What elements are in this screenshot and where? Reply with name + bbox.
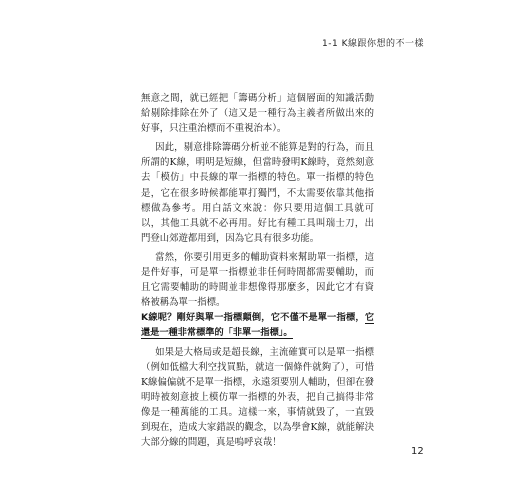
paragraph-2: 因此，剔意排除籌碼分析並不能算是對的行為，而且所謂的K線，明明是短線，但當時發明K線時，竟然刻意去「模仿」中長線的單一指標的特色。單一指標的特色是，它在很多時候都能單打獨鬥，不太需要依靠其他指標做為參考。用白話文來說：你只要用這個工具就可以，其他工具就不必再用。好比有種工具叫瑞士刀，出門登山郊遊都用到，因為它具有很多功能。 [141,142,374,244]
highlight-text-1: K線呢？剛好與單一指標顛倒，它不僅不是單一指標， [141,312,365,324]
paragraph-3: 當然，你要引用更多的輔助資料來幫助單一指標，這是件好事，可是單一指標並非任何時間都需要輔助，而且它需要輔助的時間並非想像得那麼多，因此它才有資格被稱為單一指標。 [141,251,374,309]
body-text [141,91,374,454]
highlight-text-2: 它還是一種非常標準的「非單一指標」。 [141,312,374,339]
highlight-paragraph [141,310,374,340]
paragraph-1: 無意之間，就已經把「籌碼分析」這個層面的知識活動給剔除排除在外了（這又是一種行為主義者所做出來的好事，只注重治標而不重視治本）。 [141,93,374,135]
paragraph-4: 如果是大格局或是超長線，主流確實可以是單一指標（例如低檔大利空找買點，就這一個條件就夠了），可惜K線偏偏就不是單一指標，永遠須要別人輔助，但卻在發明時被刻意披上模仿單一指標的外表，把自己搞得非常像是一種萬能的工具。這樣一來，事情就毀了，一直毀到現在，造成大家錯誤的觀念，以為學會K線，就能解決大部分線的問題，真是嗚呼哀哉！ [141,346,374,449]
page-number: 12 [411,446,424,457]
chapter-header: 1-1 K線跟你想的不一樣 [322,39,424,49]
